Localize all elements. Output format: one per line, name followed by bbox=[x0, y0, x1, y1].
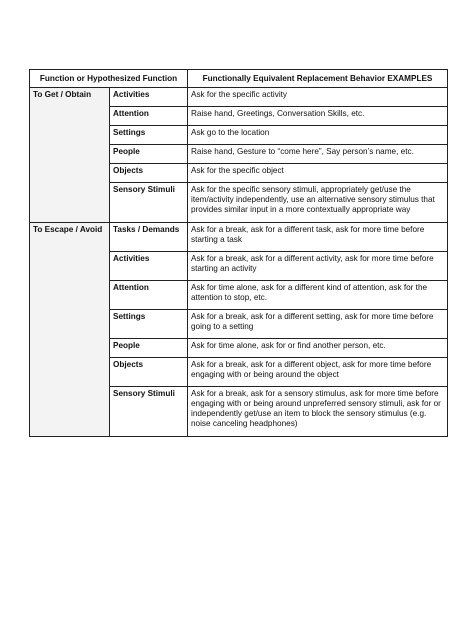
table-header-row bbox=[30, 70, 448, 88]
function-to-get-obtain: To Get / Obtain bbox=[30, 88, 110, 223]
category-cell: Tasks / Demands bbox=[110, 223, 188, 252]
category-cell: Sensory Stimuli bbox=[110, 387, 188, 437]
example-cell: Ask for the specific activity bbox=[188, 88, 448, 107]
example-cell: Ask for a break, ask for a different activity, ask for more time before starting an activity bbox=[188, 252, 448, 281]
category-cell: Settings bbox=[110, 126, 188, 145]
table-row bbox=[30, 223, 448, 252]
example-cell: Ask for a break, ask for a sensory stimulus, ask for more time before engaging with or being around unpreferred sensory stimuli, ask for or independently get/use an item to block the sensory stimulus (e.g. noise canceling headphones) bbox=[188, 387, 448, 437]
example-cell: Ask for a break, ask for a different task, ask for more time before starting a task bbox=[188, 223, 448, 252]
example-cell: Ask for time alone, ask for a different kind of attention, ask for the attention to stop, etc. bbox=[188, 281, 448, 310]
category-cell: Settings bbox=[110, 310, 188, 339]
replacement-behavior-table bbox=[29, 69, 448, 437]
function-to-escape-avoid: To Escape / Avoid bbox=[30, 223, 110, 437]
category-cell: Objects bbox=[110, 164, 188, 183]
category-cell: Activities bbox=[110, 252, 188, 281]
example-cell: Ask for a break, ask for a different object, ask for more time before engaging with or being around the object bbox=[188, 358, 448, 387]
table-row bbox=[30, 88, 448, 107]
category-cell: Attention bbox=[110, 107, 188, 126]
category-cell: People bbox=[110, 339, 188, 358]
example-cell: Ask for the specific object bbox=[188, 164, 448, 183]
example-cell: Ask for time alone, ask for or find another person, etc. bbox=[188, 339, 448, 358]
category-cell: Attention bbox=[110, 281, 188, 310]
category-cell: Sensory Stimuli bbox=[110, 183, 188, 223]
header-replacement-examples: Functionally Equivalent Replacement Behavior EXAMPLES bbox=[188, 70, 448, 88]
example-cell: Ask for the specific sensory stimuli, appropriately get/use the item/activity independently, use an alternative sensory stimulus that provides similar input in a more contextually appropriate way bbox=[188, 183, 448, 223]
category-cell: People bbox=[110, 145, 188, 164]
example-cell: Raise hand, Greetings, Conversation Skills, etc. bbox=[188, 107, 448, 126]
example-cell: Ask go to the location bbox=[188, 126, 448, 145]
header-function: Function or Hypothesized Function bbox=[30, 70, 188, 88]
category-cell: Objects bbox=[110, 358, 188, 387]
category-cell: Activities bbox=[110, 88, 188, 107]
example-cell: Raise hand, Gesture to “come here”, Say person’s name, etc. bbox=[188, 145, 448, 164]
example-cell: Ask for a break, ask for a different setting, ask for more time before going to a setting bbox=[188, 310, 448, 339]
